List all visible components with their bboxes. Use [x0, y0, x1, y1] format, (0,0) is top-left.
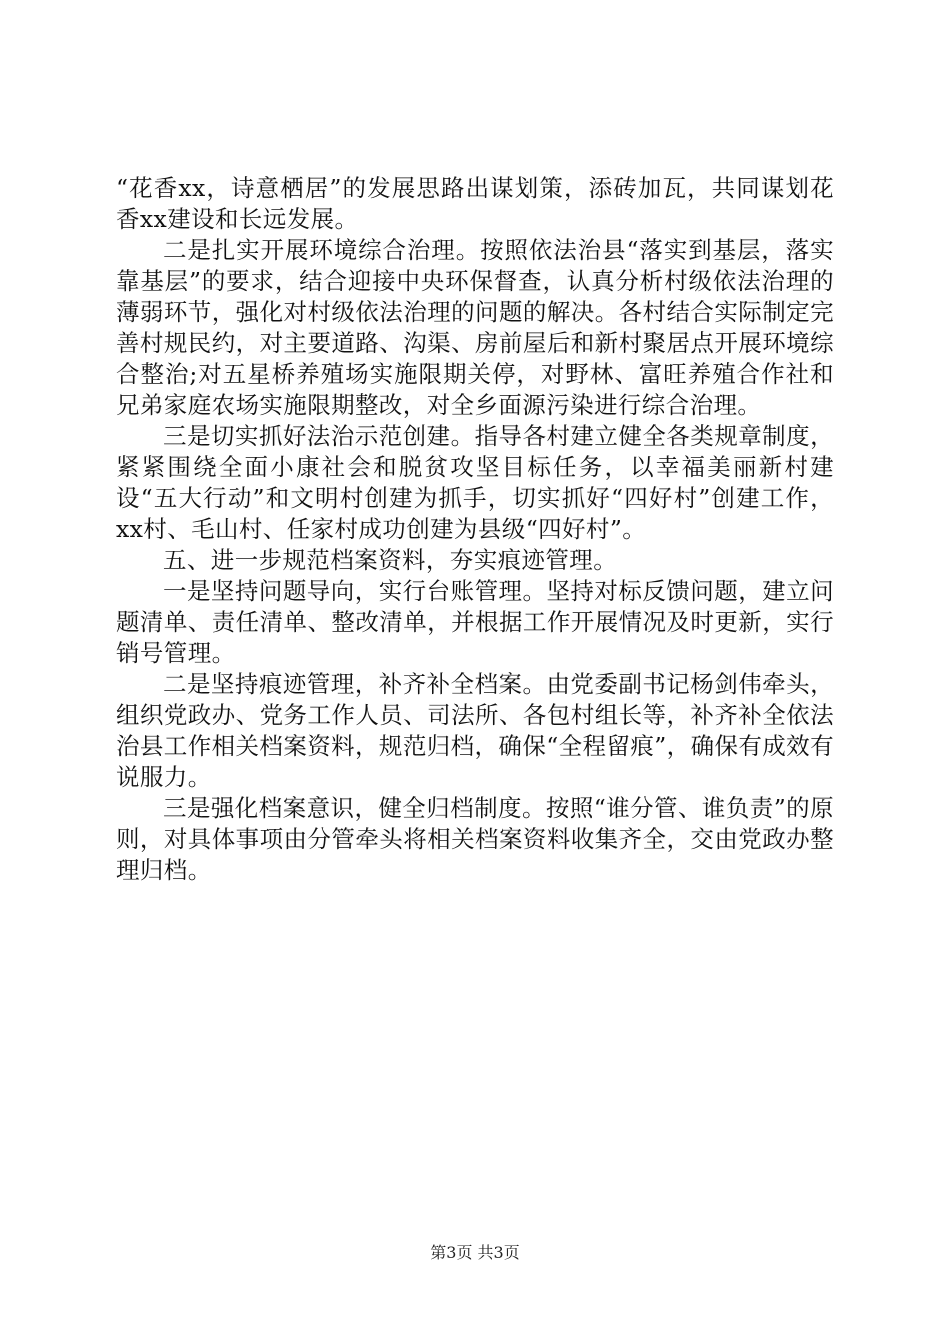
paragraph-trace-management: 二是坚持痕迹管理，补齐补全档案。由党委副书记杨剑伟牵头，组织党政办、党务工作人员、司法所、各包村组长等，补齐补全依法治县工作相关档案资料，规范归档，确保“全程留痕”，确保有成效有说服力。 — [116, 670, 834, 791]
paragraph-rule-of-law-demonstration: 三是切实抓好法治示范创建。指导各村建立健全各类规章制度，紧紧围绕全面小康社会和脱贫攻坚目标任务，以幸福美丽新村建设“五大行动”和文明村创建为抓手，切实抓好“四好村”创建工作，xx村、毛山村、任家村成功创建为县级“四好村”。 — [116, 422, 834, 543]
page-footer — [0, 1243, 950, 1263]
section-heading-archives: 五、进一步规范档案资料，夯实痕迹管理。 — [163, 546, 618, 574]
paragraph-ledger-management: 一是坚持问题导向，实行台账管理。坚持对标反馈问题，建立问题清单、责任清单、整改清单，并根据工作开展情况及时更新，实行销号管理。 — [116, 577, 834, 667]
paragraph-environment-governance: 二是扎实开展环境综合治理。按照依法治县“落实到基层，落实靠基层”的要求，结合迎接中央环保督查，认真分析村级依法治理的薄弱环节，强化对村级依法治理的问题的解决。各村结合实际制定完善村规民约，对主要道路、沟渠、房前屋后和新村聚居点开展环境综合整治;对五星桥养殖场实施限期关停，对野林、富旺养殖合作社和兄弟家庭农场实施限期整改，对全乡面源污染进行综合治理。 — [116, 236, 834, 419]
paragraph-archiving-system: 三是强化档案意识，健全归档制度。按照“谁分管、谁负责”的原则，对具体事项由分管牵头将相关档案资料收集齐全，交由党政办整理归档。 — [116, 794, 834, 884]
paragraph-continuation: “花香xx，诗意栖居”的发展思路出谋划策，添砖加瓦，共同谋划花香xx建设和长远发展。 — [116, 174, 834, 233]
page-number: 第3页 共3页 — [430, 1243, 520, 1262]
document-body — [116, 173, 834, 886]
